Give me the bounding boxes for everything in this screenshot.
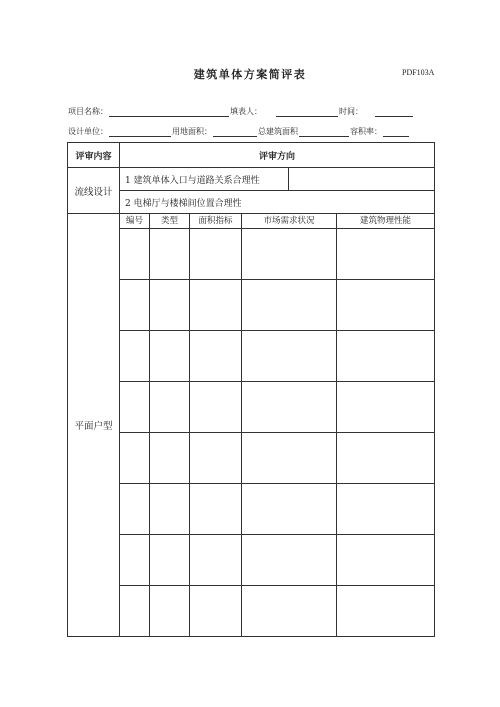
meta-row-1 bbox=[68, 106, 414, 117]
col-market-demand: 市场需求状况 bbox=[242, 214, 337, 229]
flow-item-1: 1 建筑单体入口与道路关系合理性 bbox=[120, 168, 289, 191]
table-row bbox=[68, 484, 435, 535]
type-cell[interactable] bbox=[150, 229, 190, 280]
physics-cell[interactable] bbox=[337, 331, 435, 382]
number-cell[interactable] bbox=[120, 382, 150, 433]
form-code: PDF103A bbox=[402, 68, 435, 77]
market-cell[interactable] bbox=[242, 382, 337, 433]
number-cell[interactable] bbox=[120, 433, 150, 484]
table-row bbox=[68, 280, 435, 331]
type-cell[interactable] bbox=[150, 382, 190, 433]
market-cell[interactable] bbox=[242, 229, 337, 280]
table-row bbox=[68, 433, 435, 484]
physics-cell[interactable] bbox=[337, 535, 435, 586]
area-cell[interactable] bbox=[190, 586, 242, 637]
project-name-field[interactable] bbox=[109, 108, 229, 117]
market-cell[interactable] bbox=[242, 586, 337, 637]
area-cell[interactable] bbox=[190, 280, 242, 331]
type-cell[interactable] bbox=[150, 484, 190, 535]
type-cell[interactable] bbox=[150, 331, 190, 382]
market-cell[interactable] bbox=[242, 433, 337, 484]
physics-cell[interactable] bbox=[337, 229, 435, 280]
number-cell[interactable] bbox=[120, 331, 150, 382]
table-row bbox=[68, 229, 435, 280]
table-row bbox=[68, 382, 435, 433]
plot-ratio-field[interactable] bbox=[383, 128, 409, 137]
plot-ratio-label: 容积率： bbox=[350, 127, 382, 136]
market-cell[interactable] bbox=[242, 331, 337, 382]
header-review-direction: 评审方向 bbox=[120, 143, 435, 168]
header-review-content: 评审内容 bbox=[68, 143, 120, 168]
physics-cell[interactable] bbox=[337, 484, 435, 535]
type-cell[interactable] bbox=[150, 433, 190, 484]
meta-row-2 bbox=[68, 126, 410, 137]
design-unit-label: 设计单位： bbox=[68, 127, 108, 136]
total-area-field[interactable] bbox=[299, 128, 349, 137]
col-area-index: 面积指标 bbox=[190, 214, 242, 229]
table-row bbox=[68, 586, 435, 637]
number-cell[interactable] bbox=[120, 484, 150, 535]
type-cell[interactable] bbox=[150, 280, 190, 331]
area-cell[interactable] bbox=[190, 331, 242, 382]
number-cell[interactable] bbox=[120, 229, 150, 280]
area-cell[interactable] bbox=[190, 382, 242, 433]
number-cell[interactable] bbox=[120, 586, 150, 637]
time-field[interactable] bbox=[375, 108, 413, 117]
number-cell[interactable] bbox=[120, 280, 150, 331]
flow-item-2: 2 电梯厅与楼梯间位置合理性 bbox=[120, 191, 435, 214]
total-area-label: 总建筑面积 bbox=[258, 127, 298, 136]
project-name-label: 项目名称： bbox=[68, 107, 108, 116]
filler-field[interactable] bbox=[276, 108, 338, 117]
area-cell[interactable] bbox=[190, 433, 242, 484]
col-number: 编号 bbox=[120, 214, 150, 229]
physics-cell[interactable] bbox=[337, 433, 435, 484]
physics-cell[interactable] bbox=[337, 586, 435, 637]
market-cell[interactable] bbox=[242, 280, 337, 331]
area-cell[interactable] bbox=[190, 535, 242, 586]
filler-label: 填表人： bbox=[230, 107, 262, 116]
physics-cell[interactable] bbox=[337, 280, 435, 331]
physics-cell[interactable] bbox=[337, 382, 435, 433]
flow-item-1-input[interactable] bbox=[289, 168, 435, 191]
area-cell[interactable] bbox=[190, 229, 242, 280]
area-cell[interactable] bbox=[190, 484, 242, 535]
col-building-physics: 建筑物理性能 bbox=[337, 214, 435, 229]
land-area-field[interactable] bbox=[213, 128, 257, 137]
market-cell[interactable] bbox=[242, 535, 337, 586]
land-area-label: 用地面积： bbox=[172, 127, 212, 136]
col-type: 类型 bbox=[150, 214, 190, 229]
review-table bbox=[67, 142, 435, 637]
flow-design-label: 流线设计 bbox=[68, 168, 120, 214]
table-row bbox=[68, 535, 435, 586]
form-title: 建筑单体方案简评表 bbox=[193, 68, 307, 81]
type-cell[interactable] bbox=[150, 535, 190, 586]
number-cell[interactable] bbox=[120, 535, 150, 586]
type-cell[interactable] bbox=[150, 586, 190, 637]
floor-plan-label: 平面户型 bbox=[68, 214, 120, 637]
time-label: 时间： bbox=[339, 107, 363, 116]
market-cell[interactable] bbox=[242, 484, 337, 535]
design-unit-field[interactable] bbox=[109, 128, 171, 137]
table-row bbox=[68, 331, 435, 382]
